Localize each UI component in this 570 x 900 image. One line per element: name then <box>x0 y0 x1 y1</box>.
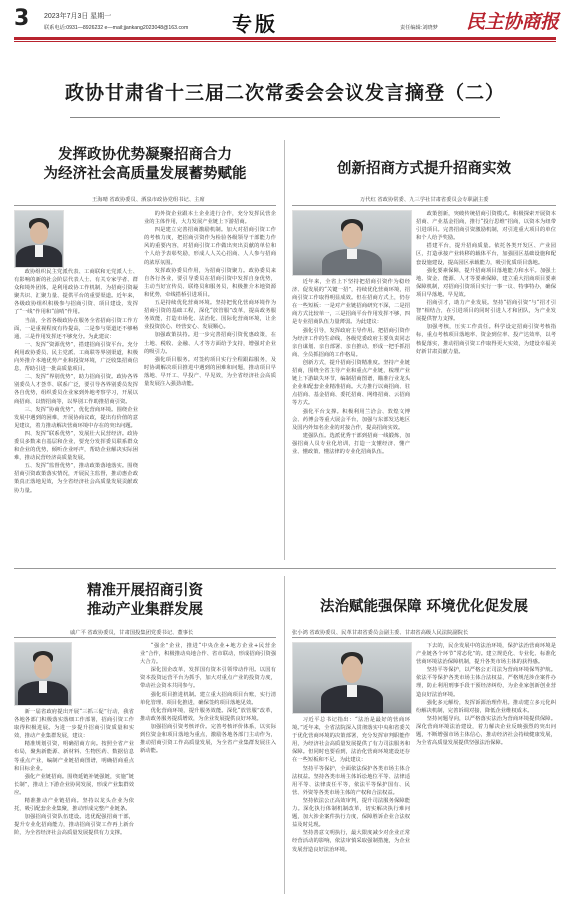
paragraph: 二、发挥“界别优势”，助力招商引资。政协各界别委员人才荟萃、联系广泛，要引导各界别委员发挥各自优势，组织委员企业家到外地考察学习，开展以商招商、以情招商等，以界别工作助推招商引资。 <box>14 374 138 405</box>
paragraph: 优化营商环境，提升服务效能。深化“放管服”改革，推动政务服务提质增效，为企业发展提供良好环境。 <box>140 707 276 722</box>
article-3-headline <box>14 582 276 620</box>
paragraph: 强化项目推进机制。建立重大招商项目台账，实行清单化管理、项目化推进，确保签约项目落地见效。 <box>140 691 276 706</box>
paragraph: 近年来，全省上下坚持把招商引资作为稳经济、促发展的“关键一招”，持续优化营商环境，招商引资工作取得明显成效。但在招商方式上，仍存在一些短板：一是对产业链招商研究不深，二是招商方式比较单一，三是招商平台作用发挥不够，四是专业招商队伍力量薄弱。为此建议： <box>292 279 410 326</box>
article-1-byline-rule <box>14 205 276 206</box>
issue-date: 2023年7月3日 星期一 <box>44 13 112 20</box>
paragraph: 加强招商引资考核评价。完善考核评价体系，以实际到位资金和项目落地为重点，激励各地各部门主动作为，推动招商引资工作高质量发展，为全省产业集群发展注入新动能。 <box>140 723 276 755</box>
article-1-headline <box>14 146 276 184</box>
paragraph: “强企”企业，推进“中央企业+地方企业+民营企业”合作，积极推动央地合作、省市联动，形成招商引资强大合力。 <box>140 643 276 666</box>
paragraph: 精准推动产业链招商。坚持以龙头企业为依托，吸引配套企业集聚，推动形成完整产业链条。 <box>14 798 134 813</box>
section-title: 专版 <box>232 12 278 36</box>
paragraph: 习近平总书记指出：“法治是最好的营商环境。”近年来，全省法院深入贯彻落实中央和省委关于优化营商环境的决策部署，充分发挥审判职能作用，为经济社会高质量发展提供了有力司法服务和保障。但同时也要看到，法治化营商环境建设还存在一些短板和不足。为此建议： <box>292 717 410 764</box>
paragraph: 五、发挥“监督优势”，推动政策落地落实。围绕招商引资政策落实情况，开展民主监督，推动惠企政策真正落地见效，为全省经济社会高质量发展贡献政协力量。 <box>14 463 138 494</box>
paragraph: 政协组织民主党派代表、工商联和无党派人士、有影响的新的社会阶层代表人士、有关专家学者、群众和境外团体，是利用政协工作机制、为招商引资凝聚共识、汇聚力量、提供平台的重要渠道。近年来，各级政协组织积极参与招商引资、项目建设，发挥了“一线”作用和“前哨”作用。 <box>14 269 138 316</box>
paragraph: 强化引导，发挥政府主导作用。把招商引资作为经济工作的生命线，各级党委政府主要负责同志亲自谋划、亲自部署、亲自推动，形成一把手抓招商、全员抓招商的工作格局。 <box>292 327 410 358</box>
article-3-headline-line-1: 精准开展招商引资 <box>87 583 203 599</box>
paragraph: 深化国企改革，发挥国有资本引领带动作用。以国有资本投资运营平台为抓手，加大对重点产业的投资力度，带动社会资本共同参与。 <box>140 667 276 690</box>
paragraph: 一、发挥“资源优势”，搭建招商引资平台。充分利用政协委员、民主党派、工商联等界别渠道，积极向外推介本地优势产业和投资环境，广泛收集招商信息，帮助引进一批高质量项目。 <box>14 341 138 373</box>
article-2-column-1 <box>292 278 410 558</box>
paragraph: 当前，全省各级政协在服务全省招商引资工作方面，一是重视程度有待提高，二是参与渠道还不够畅通，三是作用发挥还不够充分。为此建议： <box>14 317 138 340</box>
feature-title: 政协甘肃省十三届二次常委会会议发言摘登（二） <box>64 82 505 104</box>
article-3-byline: 戚广平 省政协委员，甘肃国投集团党委书记、董事长 <box>70 630 194 636</box>
paragraph: 强化要素保障，提升招商项目落地能力和水平。加强土地、资金、能源、人才等要素保障，建立重大招商项目要素保障机制，对招商引资项目实行一事一议、特事特办，确保项目早落地、早见效。 <box>416 267 556 298</box>
paragraph: 强化产业链招商。围绕延链补链强链，实施“链长制”，推动上下游企业协同发展，形成产业集群效应。 <box>14 773 134 796</box>
paragraph: 搭建平台，提升招商质量。依托各类开发区、产业园区，打造承接产业转移的载体平台，加强园区基础设施和配套设施建设，提高园区承载能力，吸引优质项目落地。 <box>416 243 556 266</box>
paragraph: 五是持续优化营商环境。坚持把优化营商环境作为招商引资的基础工程，深化“放管服”改革，提高政务服务效能，打造市场化、法治化、国际化营商环境，让企业投资放心、经营安心、发展顺心。 <box>144 300 276 331</box>
paragraph: 四是建立完善招商激励机制。加大对招商引资工作的考核力度，把招商引资作为检验各级领导干部能力作风的重要内容，对招商引资工作做出突出贡献的单位和个人给予表彰奖励，形成人人关心招商、人人参与招商的浓厚氛围。 <box>144 227 276 266</box>
article-4-column-1 <box>292 716 410 893</box>
article-4-byline: 张小鸿 省政协委员、民革甘肃省委员会副主委、甘肃省高级人民法院副院长 <box>292 630 469 636</box>
article-4-headline-line-1: 法治赋能强保障 环境优化促发展 <box>319 599 529 615</box>
article-1-headline-line-2: 为经济社会高质量发展蓄势赋能 <box>43 166 247 182</box>
article-2-headline <box>292 160 556 179</box>
article-3-headline-line-2: 推动产业集群发展 <box>87 602 203 618</box>
paragraph: 政策创新，突破传统招商引资模式。积极探索开展资本招商、产业基金招商，推行“投行思维”招商，以资本为纽带引进项目。完善招商引资激励机制，对引进重大项目的单位和个人给予奖励。 <box>416 211 556 242</box>
paragraph: 强化项目服务。对签约项目实行全程跟踪服务，及时协调解决项目推进中遇到的困难和问题，推动项目早落地、早开工、早投产、早见效，为全省经济社会高质量发展注入强劲动能。 <box>144 356 276 387</box>
paragraph: 精准规划引资，明确招商方向。按照全省产业布局，聚焦新能源、新材料、生物医药、数据信息等重点产业，编制产业链招商图谱，明确招商重点和目标企业。 <box>14 741 134 772</box>
feature-title-rule <box>70 117 500 118</box>
article-1-author-photo <box>14 210 64 268</box>
paragraph: 加强考核，压实工作责任。科学设定招商引资考核指标，重点考核项目落地率、资金到位率、投产达效率，以考核促落实，推动招商引资工作取得更大实效，为建设幸福美好新甘肃贡献力量。 <box>416 324 556 355</box>
article-4-column-2 <box>416 642 556 893</box>
article-3-author-photo <box>14 642 72 706</box>
article-3-byline-rule <box>14 637 276 638</box>
article-4-headline <box>292 598 556 617</box>
paragraph: 创新方式，提升招商引资精准度。坚持产业链招商，围绕全省主导产业和重点产业链，梳理产业链上下游缺失环节，编制招商图谱，瞄准行业龙头企业和配套企业精准招商。大力推行以商招商、驻点招商、基金招商、委托招商、网络招商、云招商等方式。 <box>292 359 410 407</box>
paragraph: 坚持平等保护，全面依法保护各类市场主体合法权益。坚持各类市场主体诉讼地位平等、法律适用平等、法律责任平等，依法平等保护国有、民营、外资等各类市场主体的产权和合法权益。 <box>292 765 410 796</box>
paragraph: 招商引才，助力产业发展。坚持“招商引资”与“招才引智”相结合，在引进项目的同时引进人才和团队，为产业发展提供智力支撑。 <box>416 300 556 323</box>
paragraph: 坚持问题导向，以严格落实法治为营商环境提供保障。深化营商环境法治建设，着力解决企业反映强烈的突出问题，不断增强市场主体信心，推动经济社会持续健康发展，为全省高质量发展提供坚强法治保障。 <box>416 715 556 747</box>
paragraph: 加强政策扶持。进一步完善招商引资优惠政策，在土地、税收、金融、人才等方面给予支持，增强对企业的吸引力。 <box>144 332 276 355</box>
article-4-author-photo <box>292 642 412 714</box>
article-1-column-2 <box>144 210 276 558</box>
paragraph: 坚持依法公正高效审判，提升司法服务保障能力。深化执行体制机制改革，切实解决执行难问题，加大涉企案件执行力度，保障胜诉企业合法权益及时兑现。 <box>292 797 410 829</box>
paragraph: 强化多元解纷，发挥诉源治理作用。推动建立多元化纠纷解决机制，完善诉调对接，降低企业维权成本。 <box>416 699 556 714</box>
masthead-rule-thin <box>14 41 556 42</box>
contact-info: 联系电话:0931—8926232 e—mail:jjankang2023048@163.com <box>44 25 189 31</box>
article-2-column-2 <box>416 210 556 558</box>
column-separator-top <box>284 140 285 560</box>
paragraph: 三、发挥“协商优势”，优化营商环境。围绕企业发展中遇到的困难，开展协商议政，提出有价值的意见建议，着力推动解决营商环境中存在的突出问题。 <box>14 406 138 429</box>
paragraph: 的外资企业跟本土企业进行合作，充分发挥民营企业的主体作用，大力发展产业链上下游招商。 <box>144 211 276 226</box>
paragraph: 新一届省政府提出开展“三抓三促”行动，我省各地各部门积极落实落细工作部署，招商引资工作取得积极进展。为进一步提升招商引资质量和实效，推动产业集群发展，建议： <box>14 709 134 740</box>
page-number: 3 <box>14 6 30 31</box>
paragraph: 发挥政协委员作用，为招商引资聚力。政协委员来自各行各业，要引导委员在招商引资中发挥自身优势，主动当好宣传员、联络员和服务员，积极推介本地资源和优势，牵线搭桥引进项目。 <box>144 267 276 298</box>
article-1-column-1-top <box>66 210 138 266</box>
newspaper-logo: 民主协商报 <box>466 11 559 33</box>
paragraph: 加强招商引资队伍建设。选优配强招商干部，提升专业化招商能力，推动招商引资工作再上新台阶，为全省经济社会高质量发展提供有力支撑。 <box>14 814 134 837</box>
article-4-byline-rule <box>292 637 556 638</box>
article-2-byline: 万代红 省政协常委、九三学社甘肃省委员会专职副主委 <box>360 197 489 203</box>
article-1-column-1 <box>14 268 138 558</box>
paragraph: 四、发挥“联系优势”，发展壮大民营经济。政协委员多数来自基层和企业，要充分发挥委员联系群众和企业的优势，倾听企业呼声，帮助企业解决实际困难，推动民营经济高质量发展。 <box>14 430 138 462</box>
section-divider <box>14 568 556 569</box>
paragraph: 坚持平等保护，以严格公正司法为营商环境保驾护航。依法平等保护各类市场主体合法权益，严格规范涉企案件办理，防止利用刑事手段干预经济纠纷，为企业家创新创业营造良好法治环境。 <box>416 667 556 698</box>
paragraph: 坚持善意文明执行，最大限度减少对企业正常经营活动的影响，依法审慎采取强制措施，为企业发展营造良好法治环境。 <box>292 830 410 853</box>
article-1-headline-line-1: 发挥政协优势凝聚招商合力 <box>58 147 232 163</box>
article-1-byline: 王海晴 省政协委员、酒泉市政协党组书记、主席 <box>92 197 205 203</box>
paragraph: 强化平台支撑。积极利用兰洽会、敦煌文博会、药博会等重大展会平台，加强与东部发达地区及国内外知名企业的对接合作，提高招商实效。 <box>292 408 410 431</box>
article-2-headline-line-1: 创新招商方式提升招商实效 <box>337 161 511 177</box>
article-2-author-photo <box>292 210 412 276</box>
article-3-column-2 <box>140 642 276 893</box>
masthead-rule <box>14 37 556 40</box>
paragraph: 下去的，民企发展中的法治环境，保护法治营商环境是产业链各个环节“常态化”的。建立规范化、专业化、标准化营商环境法治保障机制，提升各类市场主体的获得感。 <box>416 643 556 666</box>
article-2-byline-rule <box>292 205 556 206</box>
article-3-column-1 <box>14 708 134 893</box>
editor-credit: 责任编辑:刘晓梦 <box>400 25 438 31</box>
paragraph: 建强队伍。选派优秀干部到招商一线锻炼，加强招商人员专业化培训，打造一支懂经济、懂产业、懂政策、懂法律的专业化招商队伍。 <box>292 432 410 455</box>
column-separator-bottom <box>284 576 285 894</box>
